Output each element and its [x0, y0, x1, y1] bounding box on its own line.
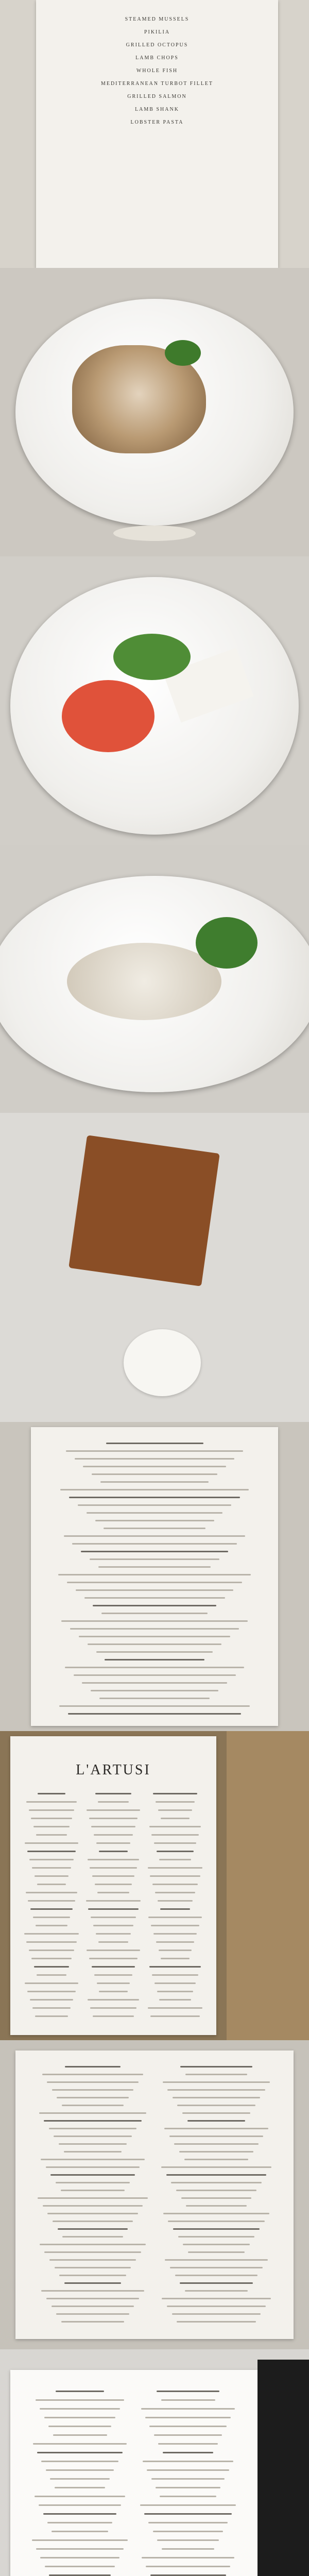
text-line — [74, 1674, 236, 1676]
text-line — [65, 1667, 245, 1668]
text-line — [39, 2504, 121, 2506]
text-line — [152, 1884, 198, 1885]
text-line — [55, 2487, 106, 2488]
text-line — [41, 2290, 144, 2292]
text-line — [167, 2306, 266, 2307]
text-line — [43, 2205, 143, 2207]
text-line — [169, 2136, 263, 2137]
text-line — [148, 2522, 227, 2523]
menu-paper — [10, 2370, 258, 2576]
text-line — [61, 2321, 124, 2323]
text-line — [27, 1991, 76, 1992]
text-line — [177, 2321, 256, 2323]
menu-title: L'ARTUSI — [76, 1762, 151, 1778]
text-line — [46, 2166, 140, 2168]
text-line — [140, 2504, 236, 2506]
text-line — [61, 1620, 247, 1622]
text-line — [64, 2151, 122, 2153]
text-line — [159, 1859, 191, 1860]
text-line — [177, 2105, 255, 2106]
text-line — [54, 2136, 131, 2137]
text-line — [33, 2443, 127, 2445]
text-line — [30, 1908, 73, 1910]
text-line — [33, 1917, 70, 1918]
text-line — [31, 1958, 72, 1959]
text-line — [92, 1966, 135, 1968]
photo-wine-list — [0, 2040, 309, 2349]
text-line — [179, 2151, 253, 2153]
text-line — [175, 2275, 258, 2276]
text-line — [143, 2461, 233, 2462]
text-line — [98, 1801, 129, 1803]
text-line — [157, 2391, 219, 2392]
text-line — [185, 2074, 247, 2075]
text-line — [183, 2244, 250, 2245]
text-line — [91, 1690, 218, 1691]
text-line — [178, 2236, 255, 2238]
text-line — [40, 2408, 119, 2410]
text-line — [180, 2282, 253, 2284]
menu-line-2: PIKILIA — [144, 29, 170, 35]
text-line — [158, 1900, 193, 1902]
text-line — [158, 2443, 218, 2445]
text-line — [47, 2522, 112, 2523]
text-line — [38, 1793, 65, 1794]
text-line — [157, 1851, 194, 1852]
text-line — [52, 2531, 108, 2532]
text-line — [159, 1999, 191, 2001]
text-line — [163, 2213, 269, 2214]
text-line — [173, 2097, 260, 2098]
text-line — [164, 2128, 268, 2129]
text-line — [188, 2251, 245, 2253]
text-line — [149, 1826, 201, 1827]
text-line — [25, 1842, 78, 1844]
text-line — [159, 1950, 192, 1951]
text-line — [101, 1613, 208, 1614]
text-line — [44, 2251, 141, 2253]
text-line — [154, 2434, 222, 2436]
text-line — [93, 1925, 133, 1926]
text-line — [44, 2120, 142, 2122]
text-line — [92, 1875, 134, 1877]
menu-paper — [31, 1427, 278, 1726]
text-line — [29, 1809, 75, 1811]
text-line — [69, 1497, 240, 1498]
text-line — [24, 1933, 79, 1935]
text-line — [67, 1582, 242, 1583]
text-line — [29, 1950, 74, 1951]
text-line — [35, 2015, 68, 2017]
text-line — [56, 2182, 130, 2183]
text-line — [81, 1551, 228, 1552]
text-line — [32, 2539, 128, 2541]
text-line — [93, 2015, 134, 2017]
text-line — [156, 1801, 195, 1803]
text-line — [27, 1851, 76, 1852]
text-line — [30, 1999, 73, 2001]
text-line — [145, 2417, 231, 2418]
text-line — [170, 2267, 263, 2268]
text-line — [32, 2007, 71, 2009]
text-line — [163, 2452, 214, 2453]
text-line — [154, 1982, 196, 1984]
text-line — [187, 2120, 246, 2122]
photo-menu-board — [0, 2349, 309, 2576]
photo-greek-salad — [0, 556, 309, 845]
text-line — [37, 1884, 66, 1885]
text-line — [152, 1974, 198, 1976]
text-line — [47, 2081, 139, 2083]
text-line — [32, 1867, 71, 1869]
photo-menu-list — [0, 1422, 309, 1731]
text-line — [41, 2159, 145, 2160]
text-line — [148, 2007, 202, 2009]
text-line — [186, 2205, 247, 2207]
text-line — [97, 1892, 129, 1893]
text-line — [182, 2112, 250, 2114]
text-line — [64, 2282, 121, 2284]
text-line — [151, 2478, 225, 2480]
text-line — [76, 1589, 234, 1591]
menu-paper — [10, 1736, 216, 2035]
text-line — [99, 1698, 210, 1699]
text-line — [90, 2007, 136, 2009]
herb-garnish — [165, 340, 201, 366]
text-line — [141, 2408, 235, 2410]
text-line — [95, 1884, 132, 1885]
text-line — [150, 1875, 200, 1877]
text-line — [55, 2267, 131, 2268]
text-line — [150, 2015, 200, 2017]
text-line — [156, 2487, 220, 2488]
text-line — [37, 1974, 67, 1976]
text-line — [41, 2461, 118, 2462]
text-line — [72, 1543, 236, 1545]
text-line — [33, 1826, 70, 1827]
text-line — [157, 2539, 219, 2541]
text-line — [45, 2566, 115, 2567]
greens — [113, 634, 191, 680]
text-line — [184, 2159, 249, 2160]
menu-paper — [15, 2050, 294, 2339]
text-line — [36, 2548, 124, 2550]
text-line — [173, 2228, 260, 2230]
menu-line-4: LAMB CHOPS — [135, 55, 179, 61]
text-line — [35, 2496, 125, 2497]
menu-line-1: STEAMED MUSSELS — [125, 16, 190, 22]
text-line — [185, 2290, 248, 2292]
text-line — [88, 1908, 138, 1910]
text-line — [48, 2426, 111, 2427]
text-line — [90, 1558, 219, 1560]
text-line — [151, 1925, 199, 1926]
text-line — [60, 1489, 248, 1490]
text-line — [93, 1605, 216, 1606]
text-line — [52, 2306, 134, 2307]
text-line — [153, 1933, 197, 1935]
text-line — [25, 1982, 78, 1984]
text-line — [172, 2313, 261, 2315]
text-line — [165, 2259, 267, 2261]
sauce-dish — [113, 526, 196, 541]
text-line — [87, 1809, 140, 1811]
text-line — [58, 1574, 251, 1575]
text-line — [155, 1892, 195, 1893]
text-line — [153, 1793, 197, 1794]
text-line — [96, 1842, 130, 1844]
text-line — [91, 1917, 136, 1918]
text-line — [167, 2089, 265, 2091]
menu-line-6: MEDITERRANEAN TURBOT FILLET — [100, 81, 214, 87]
text-line — [26, 1892, 78, 1893]
text-line — [35, 1875, 68, 1877]
text-line — [39, 2112, 147, 2114]
text-line — [59, 1705, 250, 1707]
text-line — [96, 1933, 131, 1935]
plate — [10, 577, 299, 835]
text-line — [28, 1900, 75, 1902]
photo-lartusi-menu — [0, 1731, 309, 2040]
text-line — [97, 1982, 130, 1984]
text-line — [36, 1834, 67, 1836]
text-line — [57, 2097, 128, 2098]
text-line — [163, 2081, 270, 2083]
text-line — [161, 1958, 189, 1959]
ice-cream — [124, 1329, 201, 1396]
fish-fillet — [67, 943, 221, 1020]
text-line — [104, 1528, 205, 1529]
text-line — [53, 2434, 107, 2436]
text-line — [49, 2128, 136, 2129]
text-line — [158, 1809, 192, 1811]
text-line — [149, 2426, 226, 2427]
text-line — [58, 2228, 128, 2230]
text-line — [86, 1900, 141, 1902]
text-line — [88, 1643, 221, 1645]
black-edge — [258, 2360, 309, 2576]
text-line — [87, 1950, 140, 1951]
text-line — [180, 2066, 252, 2067]
text-line — [99, 1851, 128, 1852]
text-line — [87, 1512, 223, 1514]
text-line — [147, 2469, 229, 2471]
text-line — [65, 2066, 121, 2067]
text-line — [37, 2452, 123, 2453]
menu-line-7: GRILLED SALMON — [127, 94, 187, 99]
text-line — [40, 2557, 119, 2558]
text-line — [160, 1908, 191, 1910]
text-line — [62, 2236, 123, 2238]
text-line — [89, 1958, 138, 1959]
text-line — [94, 1974, 132, 1976]
text-line — [62, 2105, 124, 2106]
text-line — [149, 1966, 201, 1968]
photo-menu-top — [0, 0, 309, 268]
text-line — [161, 2399, 215, 2401]
text-line — [154, 1842, 196, 1844]
text-line — [56, 2391, 105, 2392]
text-line — [161, 2166, 271, 2168]
text-line — [160, 2496, 216, 2497]
text-line — [94, 1834, 133, 1836]
text-line — [146, 2566, 230, 2567]
text-line — [78, 1504, 231, 1506]
text-line — [26, 1941, 76, 1943]
text-line — [90, 1867, 136, 1869]
photo-fish-dish — [0, 845, 309, 1113]
text-line — [46, 2469, 114, 2471]
text-line — [75, 1458, 235, 1460]
menu-line-8: LAMB SHANK — [135, 107, 179, 112]
text-line — [168, 2221, 264, 2222]
text-line — [50, 2174, 134, 2176]
text-line — [70, 1628, 239, 1630]
text-line — [36, 1925, 67, 1926]
text-line — [106, 1443, 203, 1444]
text-line — [157, 1991, 194, 1992]
text-line — [59, 2275, 126, 2276]
text-line — [99, 1991, 127, 1992]
text-line — [31, 1818, 72, 1819]
text-line — [88, 1999, 139, 2001]
text-line — [92, 1473, 217, 1475]
text-line — [181, 2197, 252, 2199]
text-line — [82, 1682, 227, 1684]
broccoli — [196, 917, 258, 969]
photo-octopus-dish — [0, 268, 309, 556]
text-line — [53, 2221, 133, 2222]
text-line — [89, 1818, 138, 1819]
text-line — [176, 2190, 256, 2191]
text-line — [79, 1636, 230, 1637]
text-line — [83, 1466, 226, 1467]
text-line — [161, 1818, 190, 1819]
text-line — [40, 2244, 146, 2245]
text-line — [52, 2089, 133, 2091]
text-line — [148, 1867, 203, 1869]
text-line — [43, 2513, 117, 2515]
text-line — [144, 2513, 232, 2515]
text-line — [162, 2548, 215, 2550]
text-line — [162, 2298, 270, 2299]
text-line — [56, 2313, 129, 2315]
text-line — [174, 2143, 258, 2145]
table-edge — [227, 1731, 309, 2040]
text-line — [153, 2531, 224, 2532]
text-line — [91, 1826, 135, 1827]
text-line — [100, 1481, 209, 1483]
text-line — [98, 1941, 129, 1943]
text-line — [42, 2074, 144, 2075]
text-line — [36, 2399, 124, 2401]
text-line — [49, 2259, 136, 2261]
text-line — [68, 1713, 241, 1715]
text-line — [95, 1520, 214, 1521]
text-line — [47, 2213, 138, 2214]
text-line — [148, 1917, 201, 1918]
text-line — [59, 2143, 127, 2145]
text-line — [171, 2182, 261, 2183]
text-line — [50, 2478, 110, 2480]
text-line — [66, 1450, 243, 1452]
text-line — [46, 2298, 139, 2299]
text-line — [156, 1941, 194, 1943]
text-line — [29, 1859, 73, 1860]
text-line — [95, 1793, 131, 1794]
text-line — [166, 2174, 266, 2176]
text-line — [142, 2557, 235, 2558]
text-line — [44, 2417, 116, 2418]
photo-cake-dessert — [0, 1113, 309, 1422]
text-line — [88, 1859, 140, 1860]
text-line — [105, 1659, 204, 1660]
text-line — [84, 1597, 225, 1599]
tomatoes — [62, 680, 154, 752]
menu-line-3: GRILLED OCTOPUS — [126, 42, 188, 48]
cake-slice — [68, 1135, 220, 1286]
menu-lines — [46, 10, 268, 132]
text-line — [34, 1966, 69, 1968]
text-line — [64, 1535, 246, 1537]
text-line — [61, 2190, 125, 2191]
text-line — [38, 2197, 148, 2199]
text-line — [98, 1566, 211, 1568]
menu-line-9: LOBSTER PASTA — [130, 120, 184, 125]
text-line — [26, 1801, 77, 1803]
menu-line-5: WHOLE FISH — [136, 68, 178, 74]
text-line — [151, 1834, 198, 1836]
text-line — [96, 1651, 213, 1653]
